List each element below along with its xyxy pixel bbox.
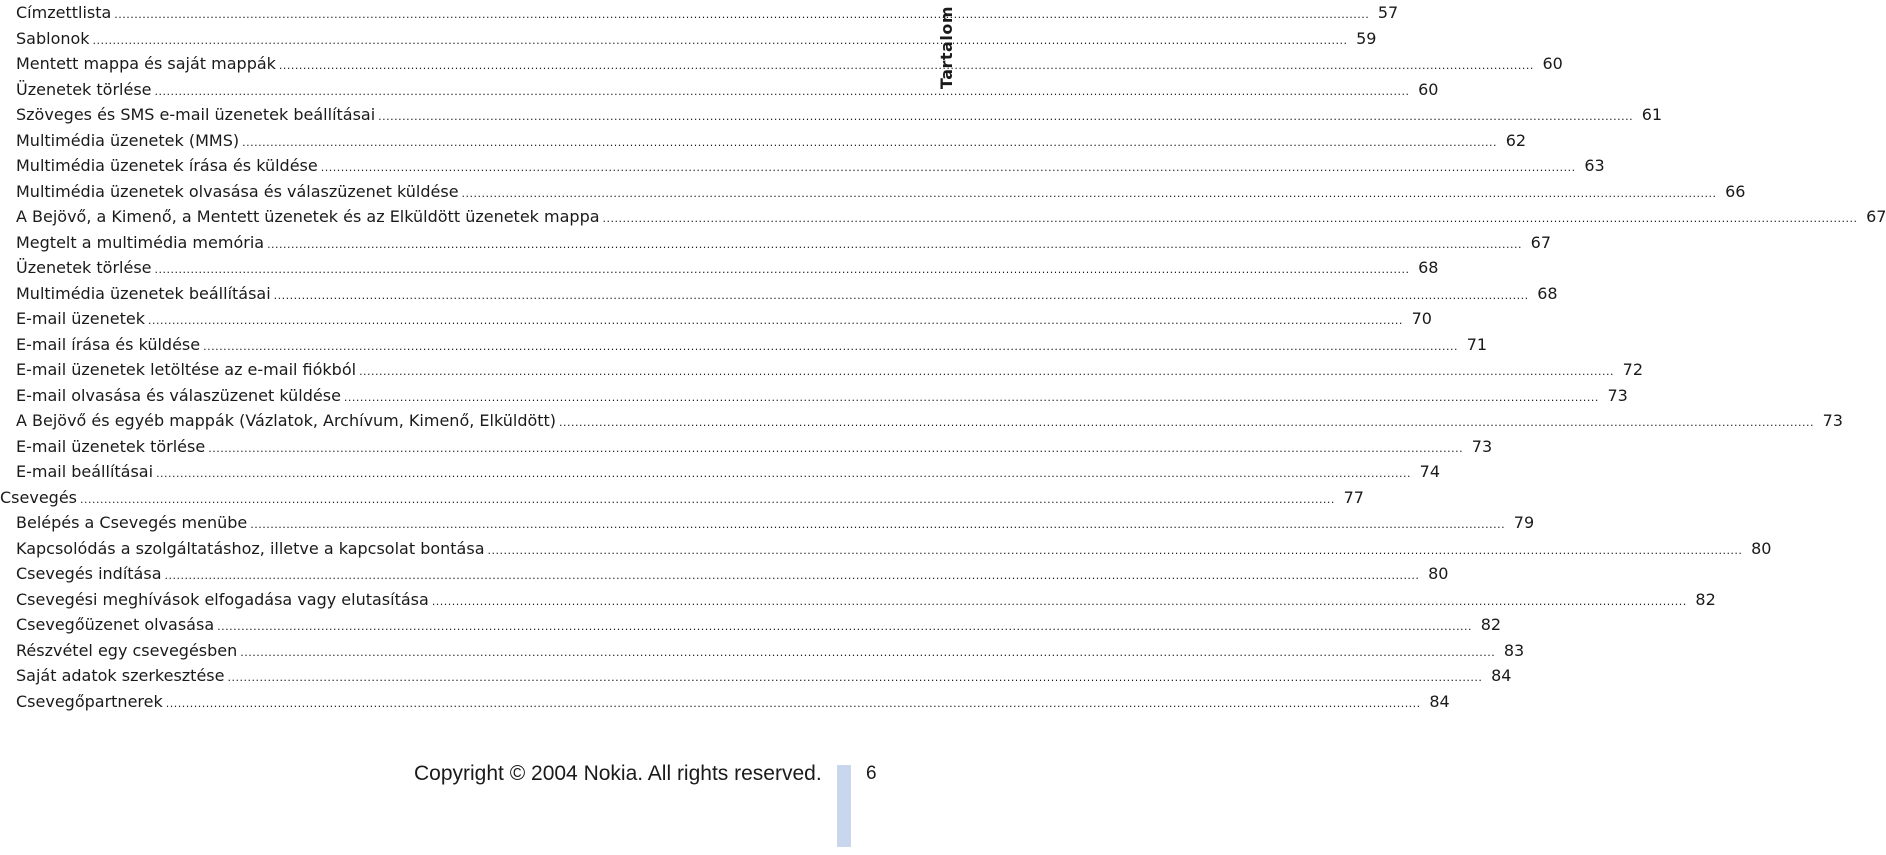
toc-entry-title: Csevegés indítása <box>16 564 162 583</box>
toc-leader-dots: .......................................................................................................................................................................................................................................................................................................................... <box>227 671 1483 684</box>
toc-leader-dots: .......................................................................................................................................................................................................................................................................................................................... <box>242 135 1498 149</box>
toc-entry-title: E-mail üzenetek törlése <box>16 436 206 456</box>
toc-entry-page: 67 <box>1866 207 1886 226</box>
footer-accent-bar <box>837 765 851 847</box>
toc-entry-page: 63 <box>1584 156 1605 175</box>
toc-entry[interactable] <box>16 459 1440 485</box>
toc-entry-page: 80 <box>1428 564 1449 583</box>
toc-entry-page: 79 <box>1513 513 1535 532</box>
toc-entry-page: 60 <box>1542 54 1563 73</box>
toc-entry[interactable] <box>16 306 1432 332</box>
toc-leader-dots: .......................................................................................................................................................................................................................................................................................................................... <box>92 33 1348 47</box>
toc-entry[interactable] <box>16 689 1450 715</box>
toc-entry-title: Csevegési meghívások elfogadása vagy elutasítása <box>16 589 429 609</box>
toc-leader-dots: .......................................................................................................................................................................................................................................................................................................................... <box>208 441 1464 455</box>
toc-entry-title: Kapcsolódás a szolgáltatáshoz, illetve a kapcsolat bontása <box>16 538 485 558</box>
toc-entry[interactable] <box>16 153 1605 179</box>
toc-entry-title: E-mail üzenetek <box>16 309 145 328</box>
toc-entry-page: 84 <box>1491 666 1512 685</box>
toc-entry[interactable] <box>16 281 1558 307</box>
toc-leader-dots: .......................................................................................................................................................................................................................................................................................................................... <box>487 543 1743 557</box>
toc-entry-title: A Bejövő, a Kimenő, a Mentett üzenetek és az Elküldött üzenetek mappa <box>16 207 600 226</box>
toc-entry[interactable] <box>16 663 1512 689</box>
toc-leader-dots: .......................................................................................................................................................................................................................................................................................................................... <box>431 594 1687 608</box>
toc-entry-page: 71 <box>1466 334 1488 354</box>
toc-leader-dots: .......................................................................................................................................................................................................................................................................................................................... <box>378 110 1634 123</box>
toc-entry-page: 80 <box>1751 538 1772 558</box>
toc-entry-page: 67 <box>1530 232 1551 252</box>
toc-entry[interactable] <box>16 638 1525 664</box>
toc-entry[interactable] <box>16 510 1535 536</box>
toc-entry-title: Címzettlista <box>16 3 112 22</box>
toc-leader-dots: .......................................................................................................................................................................................................................................................................................................................... <box>267 237 1522 251</box>
toc-entry[interactable] <box>16 0 1399 26</box>
toc-leader-dots: .......................................................................................................................................................................................................................................................................................................................... <box>154 84 1410 98</box>
toc-leader-dots: .......................................................................................................................................................................................................................................................................................................................... <box>559 416 1814 429</box>
toc-leader-dots: .......................................................................................................................................................................................................................................................................................................................... <box>164 569 1420 582</box>
toc-entry-title: Csevegés <box>0 487 77 507</box>
toc-entry-page: 84 <box>1429 691 1450 711</box>
toc-entry-title: E-mail írása és küldése <box>16 334 201 354</box>
toc-entry-page: 60 <box>1418 79 1439 99</box>
toc-entry-title: Saját adatok szerkesztése <box>16 666 225 685</box>
toc-leader-dots: .......................................................................................................................................................................................................................................................................................................................... <box>165 696 1421 710</box>
toc-entry-title: Részvétel egy csevegésben <box>16 640 238 660</box>
toc-entry[interactable] <box>16 536 1772 562</box>
toc-entry-page: 74 <box>1419 462 1440 481</box>
toc-entry-page: 68 <box>1537 283 1558 303</box>
toc-entry[interactable] <box>16 434 1493 460</box>
toc-entry-title: Üzenetek törlése <box>16 258 152 277</box>
toc-entry-title: Üzenetek törlése <box>16 79 152 99</box>
toc-entry-title: Multimédia üzenetek beállításai <box>16 283 271 303</box>
toc-entry-page: 70 <box>1411 309 1432 328</box>
section-side-tab <box>930 0 960 110</box>
toc-leader-dots: .......................................................................................................................................................................................................................................................................................................................... <box>217 620 1473 633</box>
toc-entry-page: 77 <box>1343 487 1364 507</box>
toc-entry[interactable] <box>16 383 1628 409</box>
toc-entry-page: 82 <box>1480 615 1502 634</box>
toc-entry-title: Multimédia üzenetek olvasása és válaszüzenet küldése <box>16 181 459 201</box>
toc-entry-page: 73 <box>1471 436 1493 456</box>
toc-entry[interactable] <box>16 612 1502 638</box>
toc-entry[interactable] <box>16 332 1488 358</box>
toc-entry[interactable] <box>16 179 1746 205</box>
toc-entry[interactable] <box>16 204 1886 230</box>
toc-entry-title: Megtelt a multimédia memória <box>16 232 265 252</box>
toc-entry[interactable] <box>16 230 1551 256</box>
toc-leader-dots: .......................................................................................................................................................................................................................................................................................................................... <box>359 365 1614 378</box>
toc-leader-dots: .......................................................................................................................................................................................................................................................................................................................... <box>250 518 1506 531</box>
toc-entry-title: Belépés a Csevegés menübe <box>16 513 248 532</box>
section-side-tab-label: Tartalom <box>937 6 956 90</box>
toc-leader-dots: .......................................................................................................................................................................................................................................................................................................................... <box>273 288 1529 302</box>
toc-entry[interactable] <box>16 357 1643 383</box>
toc-entry[interactable] <box>0 485 1364 511</box>
toc-entry[interactable] <box>16 102 1663 128</box>
toc-entry-title: E-mail olvasása és válaszüzenet küldése <box>16 385 341 405</box>
toc-entry-title: Multimédia üzenetek (MMS) <box>16 130 240 150</box>
toc-leader-dots: .......................................................................................................................................................................................................................................................................................................................... <box>602 212 1858 225</box>
copyright-notice: Copyright © 2004 Nokia. All rights reserved. <box>414 762 822 785</box>
toc-leader-dots: .......................................................................................................................................................................................................................................................................................................................... <box>148 314 1403 327</box>
toc-entry[interactable] <box>16 77 1439 103</box>
toc-leader-dots: .......................................................................................................................................................................................................................................................................................................................... <box>240 645 1496 659</box>
toc-leader-dots: .......................................................................................................................................................................................................................................................................................................................... <box>343 390 1599 404</box>
toc-entry-page: 82 <box>1695 589 1716 609</box>
toc-entry[interactable] <box>16 255 1439 281</box>
toc-entry-page: 68 <box>1418 258 1439 277</box>
toc-entry[interactable] <box>16 408 1843 434</box>
toc-entry-page: 83 <box>1503 640 1525 660</box>
toc-entry[interactable] <box>16 128 1527 154</box>
toc-entry-page: 73 <box>1607 385 1628 405</box>
toc-entry[interactable] <box>16 26 1377 52</box>
toc-leader-dots: .......................................................................................................................................................................................................................................................................................................................... <box>156 467 1411 480</box>
toc-leader-dots: .......................................................................................................................................................................................................................................................................................................................... <box>461 186 1717 200</box>
toc-leader-dots: .......................................................................................................................................................................................................................................................................................................................... <box>320 161 1576 174</box>
toc-entry-title: A Bejövő és egyéb mappák (Vázlatok, Archívum, Kimenő, Elküldött) <box>16 411 557 430</box>
toc-leader-dots: .......................................................................................................................................................................................................................................................................................................................... <box>114 8 1370 21</box>
toc-entry-title: Csevegőpartnerek <box>16 691 163 711</box>
toc-entry[interactable] <box>16 587 1716 613</box>
toc-entry[interactable] <box>16 561 1449 587</box>
toc-entry-title: Mentett mappa és saját mappák <box>16 54 276 73</box>
toc-entry-page: 61 <box>1641 105 1663 124</box>
page-number: 6 <box>866 763 877 784</box>
toc-leader-dots: .......................................................................................................................................................................................................................................................................................................................... <box>80 492 1335 506</box>
toc-entry-title: E-mail beállításai <box>16 462 154 481</box>
toc-entry-page: 66 <box>1725 181 1746 201</box>
toc-entry-page: 59 <box>1356 28 1377 48</box>
toc-entry-page: 72 <box>1622 360 1643 379</box>
toc-leader-dots: .......................................................................................................................................................................................................................................................................................................................... <box>278 59 1534 72</box>
toc-entry-page: 73 <box>1822 411 1843 430</box>
toc-entry-title: Csevegőüzenet olvasása <box>16 615 215 634</box>
toc-entry-title: Szöveges és SMS e-mail üzenetek beállításai <box>16 105 376 124</box>
toc-entry-page: 62 <box>1505 130 1527 150</box>
toc-entry-title: Sablonok <box>16 28 90 48</box>
toc-entry-page: 57 <box>1377 3 1399 22</box>
toc-entry-title: Multimédia üzenetek írása és küldése <box>16 156 318 175</box>
toc-entry[interactable] <box>16 51 1563 77</box>
toc-leader-dots: .......................................................................................................................................................................................................................................................................................................................... <box>154 263 1410 276</box>
toc-entry-title: E-mail üzenetek letöltése az e-mail fiókból <box>16 360 357 379</box>
toc-leader-dots: .......................................................................................................................................................................................................................................................................................................................... <box>203 339 1459 353</box>
